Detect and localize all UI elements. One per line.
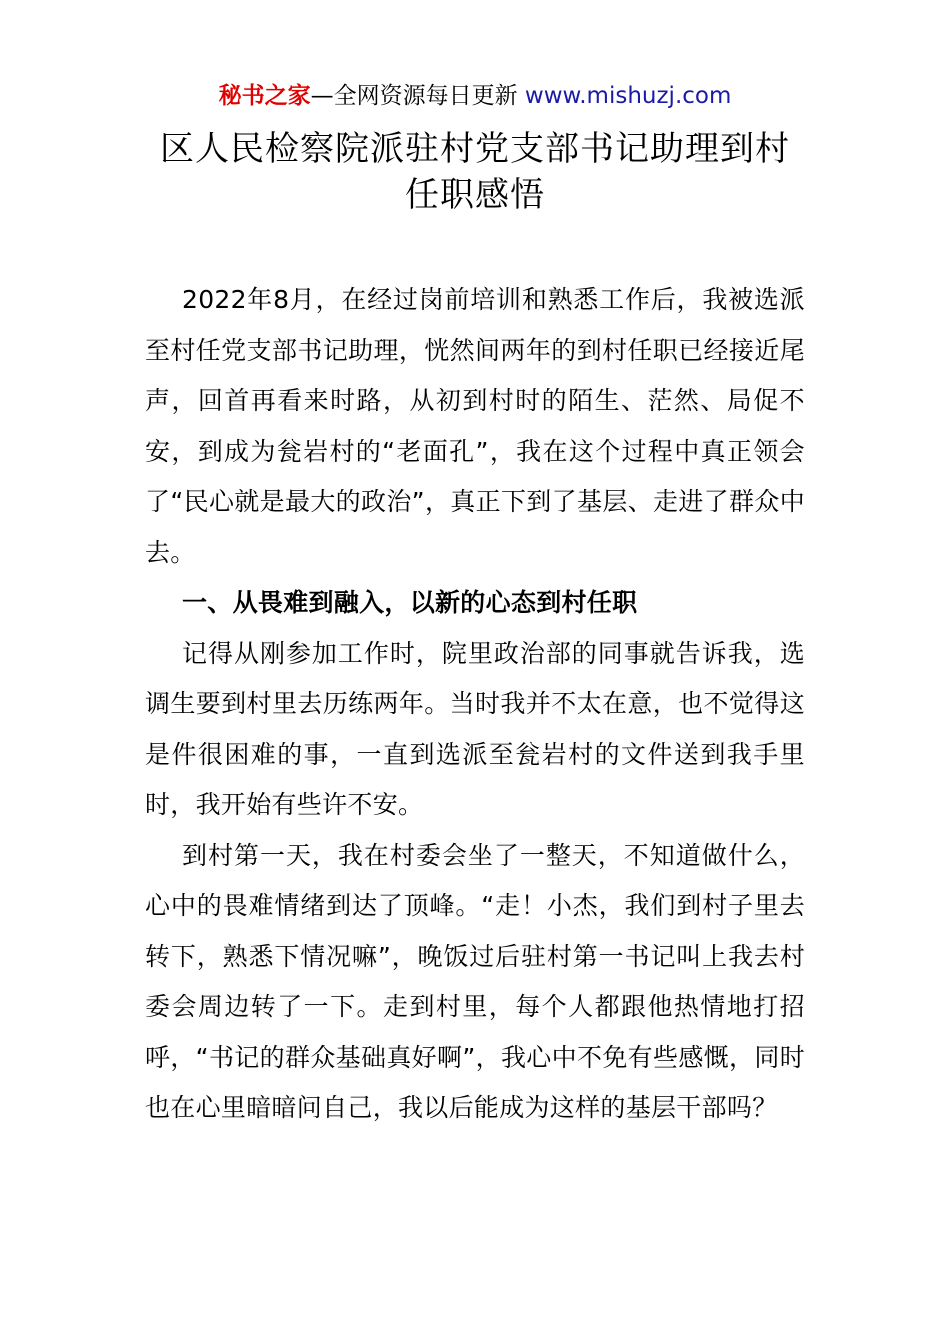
brand-name: 秘书之家: [218, 83, 311, 109]
section-heading-1: 一、从畏难到融入，以新的心态到村任职: [182, 588, 638, 617]
document-title: 区人民检察院派驻村党支部书记助理到村任职感悟: [160, 129, 790, 215]
site-header: [0, 80, 950, 112]
paragraph-intro: 2022年8月，在经过岗前培训和熟悉工作后，我被选派至村任党支部书记助理，恍然间两年的到村任职已经接近尾声，回首再看来时路，从初到村时的陌生、茫然、局促不安，到成为瓮岩村的“老面孔”，我在这个过程中真正领会了“民心就是最大的政治”，真正下到了基层、走进了群众中去。: [145, 285, 805, 567]
paragraph-3: 到村第一天，我在村委会坐了一整天，不知道做什么，心中的畏难情绪到达了顶峰。“走！小杰，我们到村子里去转下，熟悉下情况嘛”，晚饭过后驻村第一书记叫上我去村委会周边转了一下。走到村里，每个人都跟他热情地打招呼，“书记的群众基础真好啊”，我心中不免有些感慨，同时也在心里暗暗问自己，我以后能成为这样的基层干部吗？: [145, 840, 805, 1122]
site-url-link[interactable]: www.mishuzj.com: [524, 83, 732, 109]
document-body: [145, 275, 805, 1134]
header-tagline: —全网资源每日更新: [310, 83, 518, 109]
paragraph-2: 记得从刚参加工作时，院里政治部的同事就告诉我，选调生要到村里去历练两年。当时我并不太在意，也不觉得这是件很困难的事，一直到选派至瓮岩村的文件送到我手里时，我开始有些许不安。: [145, 638, 805, 819]
